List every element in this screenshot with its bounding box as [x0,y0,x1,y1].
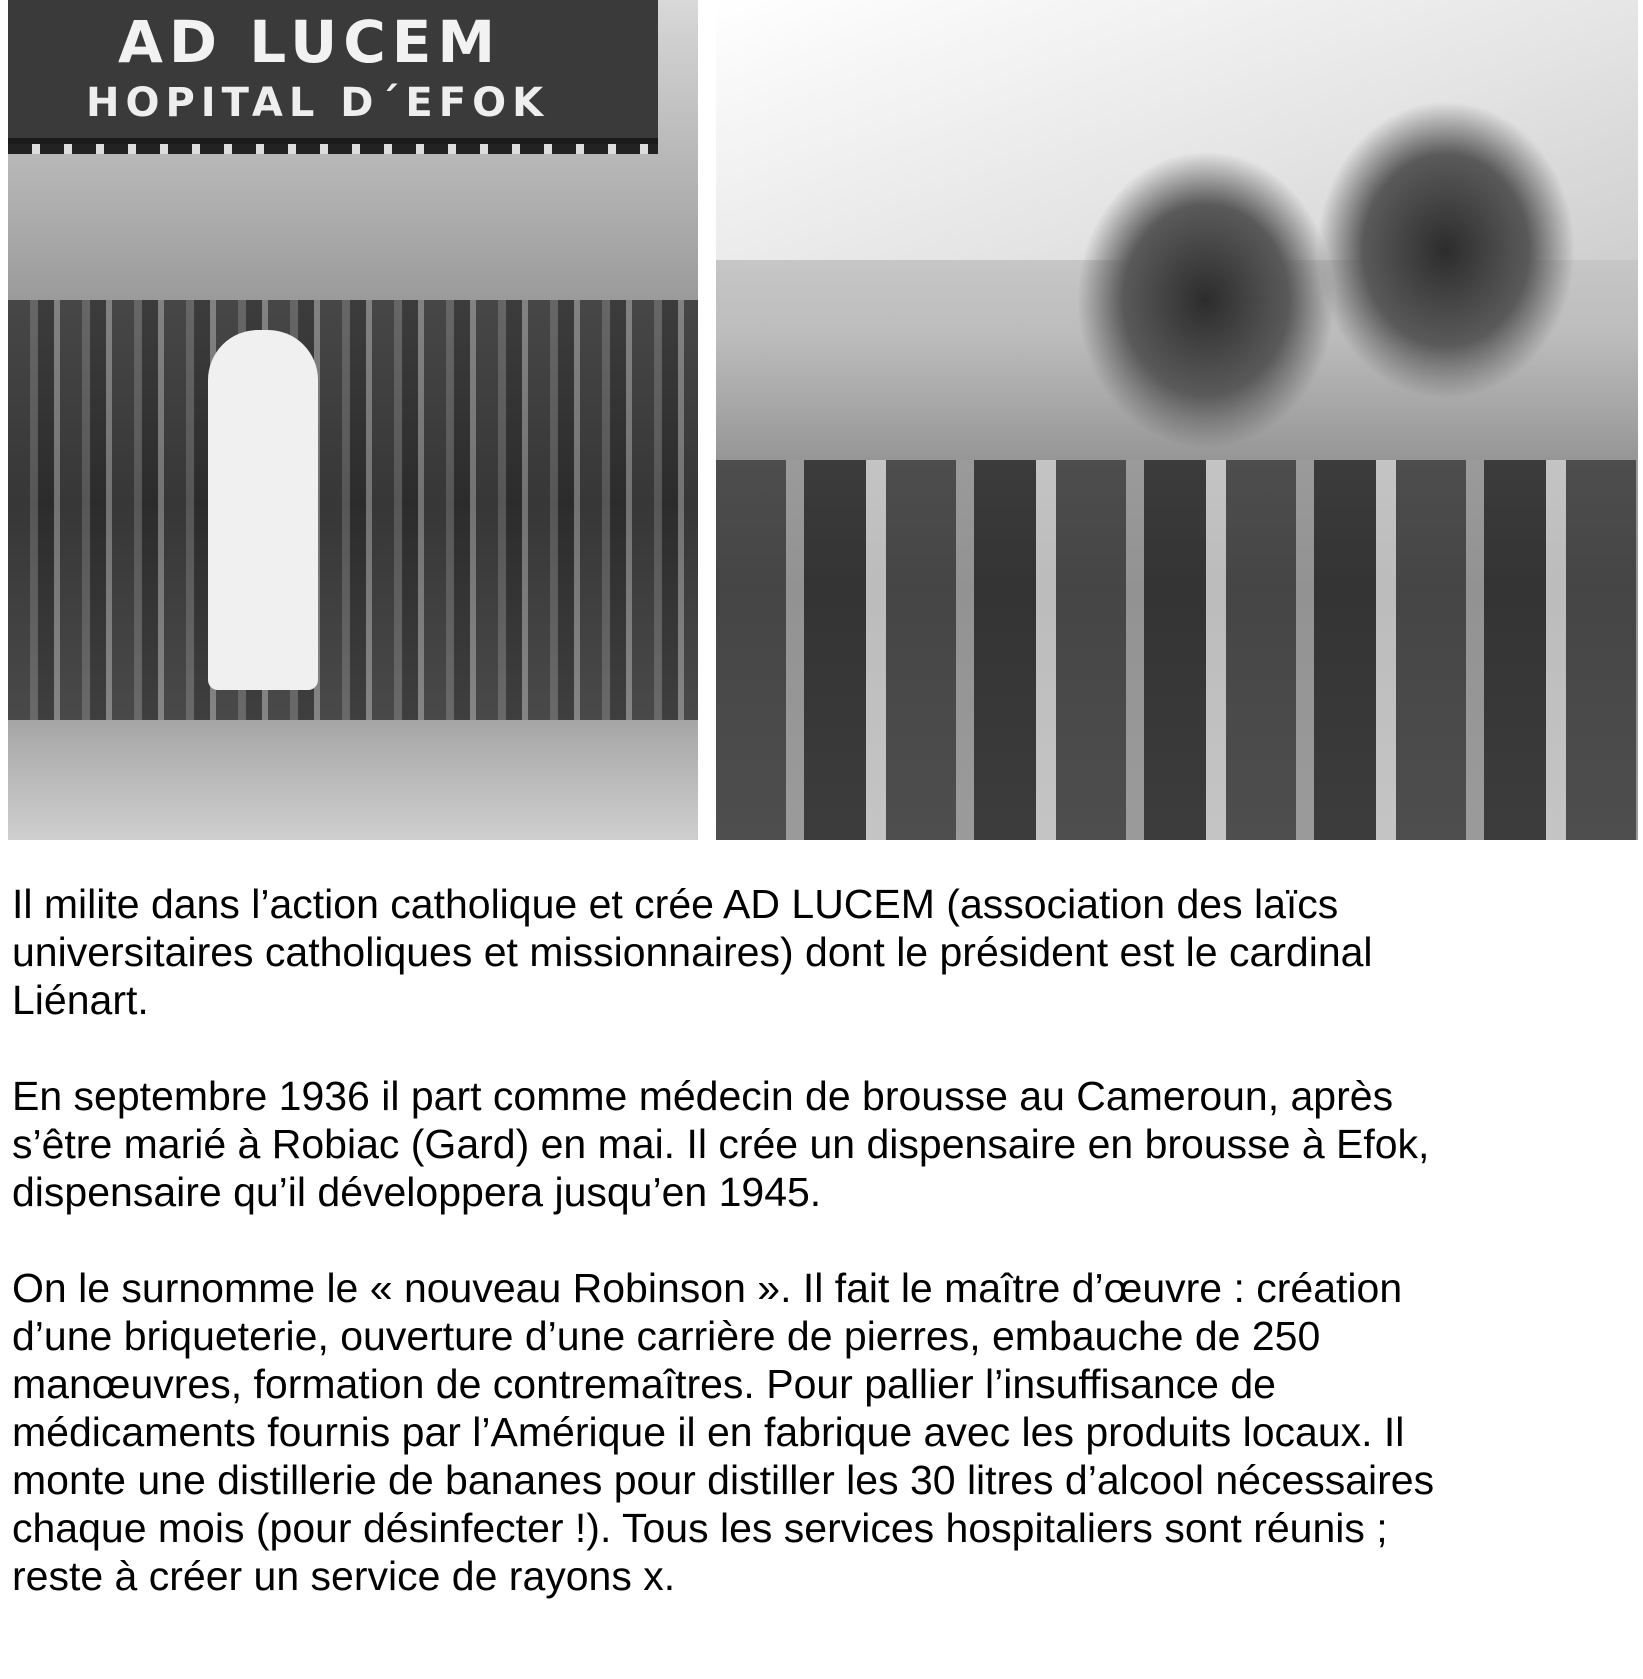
hospital-sign [8,0,658,144]
paragraph-1: Il milite dans l’action catholique et crée AD LUCEM (association des laïcs universitaires catholiques et missionnaires) dont le président est le cardinal Liénart. [12,881,1373,1023]
paragraph-3: On le surnomme le « nouveau Robinson ». Il fait le maître d’œuvre : création d’une briqueterie, ouverture d’une carrière de pierres, embauche de 250 manœuvres, formation de contremaîtres. Pour pallier l’insuffisance de médicaments fournis par l’Amérique il en fabrique avec les produits locaux. Il monte une distillerie de bananes pour distiller les 30 litres d’alcool nécessaires chaque mois (pour désinfecter !). Tous les services hospitaliers sont réunis ; reste à créer un service de rayons x. [12,1265,1435,1599]
crowd [8,300,698,720]
sign-border [8,144,658,154]
seated-people [716,460,1638,840]
photo-hospital-entrance [8,0,698,840]
priest-figure [208,330,318,690]
photo-row [8,0,1638,840]
palm-plant [1076,150,1336,450]
paragraph-2: En septembre 1936 il part comme médecin de brousse au Cameroun, après s’être marié à Robiac (Gard) en mai. Il crée un dispensaire en brousse à Efok, dispensaire qu’il développera jusqu’en 1945. [12,1073,1430,1215]
sign-line-1: AD LUCEM [118,8,502,76]
sign-line-2: HOPITAL D´EFOK [86,80,550,126]
palm-plant [1316,100,1576,400]
photo-seated-assembly [716,0,1638,840]
body-text [12,880,1632,1648]
